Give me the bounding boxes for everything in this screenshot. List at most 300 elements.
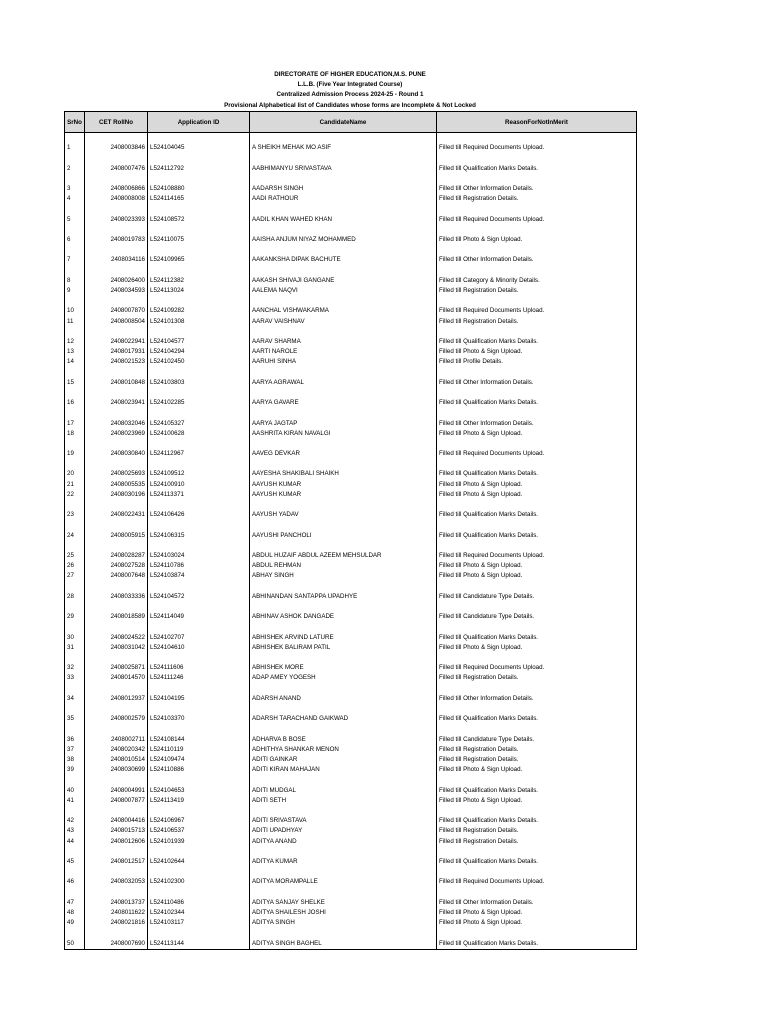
table-row (65, 643, 637, 653)
srno-cell: 46 (65, 877, 85, 887)
header-candidate-name: CandidateName (250, 112, 437, 133)
spacer-cell (148, 867, 250, 877)
row-spacer (65, 153, 637, 163)
candidate-name-cell: ADITYA KUMAR (250, 857, 437, 867)
reason-cell: Filled till Other Information Details. (437, 898, 637, 908)
table-row (65, 633, 637, 643)
candidate-name-cell: AADIL KHAN WAHED KHAN (250, 215, 437, 225)
cet-rollno-cell: 2408010848 (85, 378, 148, 388)
spacer-cell (148, 266, 250, 276)
spacer-cell (148, 622, 250, 632)
row-spacer (65, 245, 637, 255)
spacer-cell (65, 928, 85, 938)
reason-cell: Filled till Photo & Sign Upload. (437, 908, 637, 918)
spacer-cell (65, 296, 85, 306)
reason-cell: Filled till Other Information Details. (437, 184, 637, 194)
header-application-id: Application ID (148, 112, 250, 133)
table-row (65, 480, 637, 490)
row-spacer (65, 867, 637, 877)
table-row (65, 317, 637, 327)
table-row (65, 429, 637, 439)
candidate-name-cell: AARUHI SINHA (250, 357, 437, 367)
spacer-cell (148, 582, 250, 592)
application-id-cell: L524109474 (148, 755, 250, 765)
spacer-cell (250, 704, 437, 714)
application-id-cell: L524113371 (148, 490, 250, 500)
table-row (65, 510, 637, 520)
reason-cell: Filled till Required Documents Upload. (437, 306, 637, 316)
row-spacer (65, 724, 637, 734)
table-row (65, 255, 637, 265)
table-row (65, 786, 637, 796)
spacer-cell (65, 684, 85, 694)
cet-rollno-cell: 2408034116 (85, 255, 148, 265)
reason-cell: Filled till Photo & Sign Upload. (437, 918, 637, 928)
table-row (65, 837, 637, 847)
table-row (65, 398, 637, 408)
candidate-name-cell: ABDUL REHMAN (250, 561, 437, 571)
row-spacer (65, 622, 637, 632)
spacer-cell (85, 133, 148, 144)
table-row (65, 490, 637, 500)
table-row (65, 357, 637, 367)
spacer-cell (437, 296, 637, 306)
srno-cell: 7 (65, 255, 85, 265)
candidate-name-cell: AAKASH SHIVAJI GANGANE (250, 276, 437, 286)
table-row (65, 571, 637, 581)
candidate-name-cell: AARYA GAVARE (250, 398, 437, 408)
application-id-cell: L524106967 (148, 816, 250, 826)
spacer-cell (437, 888, 637, 898)
spacer-cell (437, 806, 637, 816)
cet-rollno-cell: 2408004991 (85, 786, 148, 796)
spacer-cell (437, 520, 637, 530)
candidate-name-cell: AARAV SHARMA (250, 337, 437, 347)
table-row (65, 939, 637, 950)
candidate-name-cell: ADITYA SHAILESH JOSHI (250, 908, 437, 918)
spacer-cell (85, 888, 148, 898)
srno-cell: 43 (65, 826, 85, 836)
spacer-cell (85, 724, 148, 734)
spacer-cell (85, 520, 148, 530)
srno-cell: 42 (65, 816, 85, 826)
row-spacer (65, 653, 637, 663)
row-spacer (65, 520, 637, 530)
application-id-cell: L524103874 (148, 571, 250, 581)
candidate-name-cell: AARYA JAGTAP (250, 419, 437, 429)
reason-cell: Filled till Qualification Marks Details. (437, 714, 637, 724)
srno-cell: 21 (65, 480, 85, 490)
row-spacer (65, 500, 637, 510)
srno-cell: 25 (65, 551, 85, 561)
spacer-cell (250, 439, 437, 449)
spacer-cell (148, 520, 250, 530)
srno-cell: 19 (65, 449, 85, 459)
application-id-cell: L524110486 (148, 898, 250, 908)
candidate-name-cell: AABHIMANYU SRIVASTAVA (250, 164, 437, 174)
spacer-cell (148, 174, 250, 184)
candidate-name-cell: AASHRITA KIRAN NAVALGI (250, 429, 437, 439)
row-spacer (65, 408, 637, 418)
spacer-cell (437, 174, 637, 184)
spacer-cell (65, 520, 85, 530)
spacer-cell (437, 602, 637, 612)
spacer-cell (85, 327, 148, 337)
application-id-cell: L524100910 (148, 480, 250, 490)
spacer-cell (148, 245, 250, 255)
spacer-cell (148, 388, 250, 398)
cet-rollno-cell: 2408022431 (85, 510, 148, 520)
candidates-table (64, 111, 637, 950)
spacer-cell (65, 602, 85, 612)
candidate-name-cell: ABHINAV ASHOK DANGADE (250, 612, 437, 622)
spacer-cell (65, 408, 85, 418)
cet-rollno-cell: 2408012937 (85, 694, 148, 704)
candidate-name-cell: AAVEG DEVKAR (250, 449, 437, 459)
candidate-name-cell: ADARSH ANAND (250, 694, 437, 704)
srno-cell: 26 (65, 561, 85, 571)
spacer-cell (85, 500, 148, 510)
reason-cell: Filled till Profile Details. (437, 357, 637, 367)
candidate-name-cell: AANCHAL VISHWAKARMA (250, 306, 437, 316)
spacer-cell (250, 459, 437, 469)
srno-cell: 11 (65, 317, 85, 327)
spacer-cell (65, 500, 85, 510)
cet-rollno-cell: 2408002579 (85, 714, 148, 724)
srno-cell: 45 (65, 857, 85, 867)
spacer-cell (65, 541, 85, 551)
spacer-cell (85, 622, 148, 632)
cet-rollno-cell: 2408024522 (85, 633, 148, 643)
application-id-cell: L524113144 (148, 939, 250, 950)
spacer-cell (85, 388, 148, 398)
table-body (65, 133, 637, 950)
spacer-cell (85, 266, 148, 276)
cet-rollno-cell: 2408023393 (85, 215, 148, 225)
table-row (65, 857, 637, 867)
spacer-cell (148, 724, 250, 734)
reason-cell: Filled till Required Documents Upload. (437, 215, 637, 225)
spacer-cell (148, 888, 250, 898)
header-reason: ReasonForNotInMerit (437, 112, 637, 133)
cet-rollno-cell: 2408032046 (85, 419, 148, 429)
srno-cell: 30 (65, 633, 85, 643)
table-row (65, 673, 637, 683)
spacer-cell (250, 520, 437, 530)
cet-rollno-cell: 2408007648 (85, 571, 148, 581)
spacer-cell (250, 602, 437, 612)
cet-rollno-cell: 2408014570 (85, 673, 148, 683)
row-spacer (65, 459, 637, 469)
reason-cell: Filled till Qualification Marks Details. (437, 469, 637, 479)
application-id-cell: L524108880 (148, 184, 250, 194)
reason-cell: Filled till Photo & Sign Upload. (437, 796, 637, 806)
spacer-cell (148, 847, 250, 857)
reason-cell: Filled till Qualification Marks Details. (437, 857, 637, 867)
spacer-cell (65, 459, 85, 469)
cet-rollno-cell: 2408018589 (85, 612, 148, 622)
application-id-cell: L524102300 (148, 877, 250, 887)
spacer-cell (250, 500, 437, 510)
application-id-cell: L524106426 (148, 510, 250, 520)
reason-cell: Filled till Candidature Type Details. (437, 612, 637, 622)
row-spacer (65, 225, 637, 235)
reason-cell: Filled till Required Documents Upload. (437, 877, 637, 887)
application-id-cell: L524113419 (148, 796, 250, 806)
cet-rollno-cell: 2408008008 (85, 194, 148, 204)
cet-rollno-cell: 2408028287 (85, 551, 148, 561)
srno-cell: 6 (65, 235, 85, 245)
candidate-name-cell: ADITYA ANAND (250, 837, 437, 847)
srno-cell: 37 (65, 745, 85, 755)
reason-cell: Filled till Required Documents Upload. (437, 551, 637, 561)
reason-cell: Filled till Photo & Sign Upload. (437, 429, 637, 439)
cet-rollno-cell: 2408005535 (85, 480, 148, 490)
spacer-cell (148, 806, 250, 816)
candidate-name-cell: AARTI NAROLE (250, 347, 437, 357)
application-id-cell: L524102707 (148, 633, 250, 643)
row-spacer (65, 602, 637, 612)
row-spacer (65, 775, 637, 785)
table-row (65, 826, 637, 836)
table-row (65, 714, 637, 724)
row-spacer (65, 541, 637, 551)
spacer-cell (85, 775, 148, 785)
application-id-cell: L524102285 (148, 398, 250, 408)
srno-cell: 4 (65, 194, 85, 204)
row-spacer (65, 684, 637, 694)
table-row (65, 694, 637, 704)
srno-cell: 40 (65, 786, 85, 796)
spacer-cell (250, 204, 437, 214)
spacer-cell (85, 653, 148, 663)
spacer-cell (65, 204, 85, 214)
row-spacer (65, 174, 637, 184)
cet-rollno-cell: 2408007690 (85, 939, 148, 950)
cet-rollno-cell: 2408034593 (85, 286, 148, 296)
candidate-name-cell: ADITI UPADHYAY (250, 826, 437, 836)
candidate-name-cell: AARAV VAISHNAV (250, 317, 437, 327)
cet-rollno-cell: 2408007870 (85, 306, 148, 316)
table-row (65, 592, 637, 602)
spacer-cell (65, 368, 85, 378)
spacer-cell (250, 327, 437, 337)
spacer-cell (85, 408, 148, 418)
application-id-cell: L524101939 (148, 837, 250, 847)
application-id-cell: L524109512 (148, 469, 250, 479)
spacer-cell (148, 296, 250, 306)
spacer-cell (65, 888, 85, 898)
candidate-name-cell: ADITYA SINGH BAGHEL (250, 939, 437, 950)
spacer-cell (148, 459, 250, 469)
srno-cell: 2 (65, 164, 85, 174)
spacer-cell (250, 388, 437, 398)
spacer-cell (85, 153, 148, 163)
table-row (65, 184, 637, 194)
spacer-cell (250, 622, 437, 632)
spacer-cell (437, 653, 637, 663)
cet-rollno-cell: 2408003846 (85, 143, 148, 153)
candidate-name-cell: ABDUL HUZAIF ABDUL AZEEM MEHSULDAR (250, 551, 437, 561)
cet-rollno-cell: 2408011622 (85, 908, 148, 918)
application-id-cell: L524110119 (148, 745, 250, 755)
row-spacer (65, 368, 637, 378)
candidate-name-cell: ABHISHEK BALIRAM PATIL (250, 643, 437, 653)
table-row (65, 276, 637, 286)
candidate-name-cell: ADHITHYA SHANKAR MENON (250, 745, 437, 755)
srno-cell: 36 (65, 735, 85, 745)
spacer-cell (85, 806, 148, 816)
cet-rollno-cell: 2408022941 (85, 337, 148, 347)
table-row (65, 531, 637, 541)
cet-rollno-cell: 2408020342 (85, 745, 148, 755)
cet-rollno-cell: 2408012606 (85, 837, 148, 847)
spacer-cell (65, 439, 85, 449)
spacer-cell (65, 225, 85, 235)
reason-cell: Filled till Photo & Sign Upload. (437, 347, 637, 357)
table-row (65, 194, 637, 204)
reason-cell: Filled till Other Information Details. (437, 419, 637, 429)
srno-cell: 1 (65, 143, 85, 153)
spacer-cell (250, 368, 437, 378)
reason-cell: Filled till Qualification Marks Details. (437, 633, 637, 643)
reason-cell: Filled till Registration Details. (437, 317, 637, 327)
spacer-cell (65, 133, 85, 144)
cet-rollno-cell: 2408027528 (85, 561, 148, 571)
application-id-cell: L524104577 (148, 337, 250, 347)
candidate-name-cell: AAYESHA SHAKIBALI SHAIKH (250, 469, 437, 479)
srno-cell: 20 (65, 469, 85, 479)
spacer-cell (437, 704, 637, 714)
spacer-cell (148, 327, 250, 337)
application-id-cell: L524105327 (148, 419, 250, 429)
cet-rollno-cell: 2408032053 (85, 877, 148, 887)
spacer-cell (437, 439, 637, 449)
cet-rollno-cell: 2408005915 (85, 531, 148, 541)
spacer-cell (437, 225, 637, 235)
spacer-cell (65, 327, 85, 337)
row-spacer (65, 388, 637, 398)
spacer-cell (437, 408, 637, 418)
cet-rollno-cell: 2408033336 (85, 592, 148, 602)
row-spacer (65, 888, 637, 898)
spacer-cell (85, 459, 148, 469)
cet-rollno-cell: 2408002711 (85, 735, 148, 745)
table-row (65, 449, 637, 459)
application-id-cell: L524110075 (148, 235, 250, 245)
application-id-cell: L524103024 (148, 551, 250, 561)
spacer-cell (250, 174, 437, 184)
spacer-cell (65, 867, 85, 877)
spacer-cell (437, 388, 637, 398)
application-id-cell: L524103803 (148, 378, 250, 388)
srno-cell: 50 (65, 939, 85, 950)
application-id-cell: L524106537 (148, 826, 250, 836)
spacer-cell (148, 653, 250, 663)
reason-cell: Filled till Photo & Sign Upload. (437, 643, 637, 653)
reason-cell: Filled till Registration Details. (437, 673, 637, 683)
candidate-name-cell: ADITI KIRAN MAHAJAN (250, 765, 437, 775)
application-id-cell: L524100628 (148, 429, 250, 439)
spacer-cell (437, 724, 637, 734)
spacer-cell (65, 245, 85, 255)
reason-cell: Filled till Photo & Sign Upload. (437, 480, 637, 490)
spacer-cell (65, 582, 85, 592)
spacer-cell (85, 368, 148, 378)
table-row (65, 755, 637, 765)
candidate-name-cell: AAYUSH KUMAR (250, 480, 437, 490)
table-row (65, 551, 637, 561)
candidate-name-cell: ADITYA SINGH (250, 918, 437, 928)
header-srno: SrNo (65, 112, 85, 133)
spacer-cell (437, 582, 637, 592)
application-id-cell: L524112967 (148, 449, 250, 459)
application-id-cell: L524102450 (148, 357, 250, 367)
table-row (65, 337, 637, 347)
spacer-cell (250, 867, 437, 877)
spacer-cell (437, 622, 637, 632)
spacer-cell (65, 174, 85, 184)
candidate-name-cell: AAKANKSHA DIPAK BACHUTE (250, 255, 437, 265)
application-id-cell: L524114165 (148, 194, 250, 204)
cet-rollno-cell: 2408013737 (85, 898, 148, 908)
srno-cell: 12 (65, 337, 85, 347)
reason-cell: Filled till Category & Minority Details. (437, 276, 637, 286)
course-title: L.L.B. (Five Year Integrated Course) (297, 81, 403, 89)
srno-cell: 47 (65, 898, 85, 908)
table-row (65, 419, 637, 429)
application-id-cell: L524103117 (148, 918, 250, 928)
table-row (65, 286, 637, 296)
cet-rollno-cell: 2408019783 (85, 235, 148, 245)
spacer-cell (250, 928, 437, 938)
reason-cell: Filled till Required Documents Upload. (437, 143, 637, 153)
reason-cell: Filled till Qualification Marks Details. (437, 939, 637, 950)
spacer-cell (437, 368, 637, 378)
spacer-cell (65, 622, 85, 632)
spacer-cell (250, 266, 437, 276)
application-id-cell: L524113024 (148, 286, 250, 296)
srno-cell: 31 (65, 643, 85, 653)
spacer-cell (437, 847, 637, 857)
application-id-cell: L524112792 (148, 164, 250, 174)
table-row (65, 765, 637, 775)
spacer-cell (65, 266, 85, 276)
spacer-cell (250, 133, 437, 144)
spacer-cell (85, 174, 148, 184)
spacer-cell (148, 602, 250, 612)
srno-cell: 33 (65, 673, 85, 683)
spacer-cell (437, 928, 637, 938)
spacer-cell (85, 541, 148, 551)
spacer-cell (148, 775, 250, 785)
table-row (65, 306, 637, 316)
cet-rollno-cell: 2408021816 (85, 918, 148, 928)
cet-rollno-cell: 2408026400 (85, 276, 148, 286)
srno-cell: 15 (65, 378, 85, 388)
spacer-cell (85, 847, 148, 857)
reason-cell: Filled till Other Information Details. (437, 378, 637, 388)
candidate-name-cell: ADARSH TARACHAND GAIKWAD (250, 714, 437, 724)
reason-cell: Filled till Photo & Sign Upload. (437, 765, 637, 775)
spacer-cell (148, 204, 250, 214)
spacer-cell (85, 704, 148, 714)
list-title: Provisional Alphabetical list of Candidates whose forms are Incomplete & Not Locked (224, 101, 476, 109)
spacer-cell (250, 724, 437, 734)
application-id-cell: L524104195 (148, 694, 250, 704)
row-spacer (65, 296, 637, 306)
application-id-cell: L524109965 (148, 255, 250, 265)
